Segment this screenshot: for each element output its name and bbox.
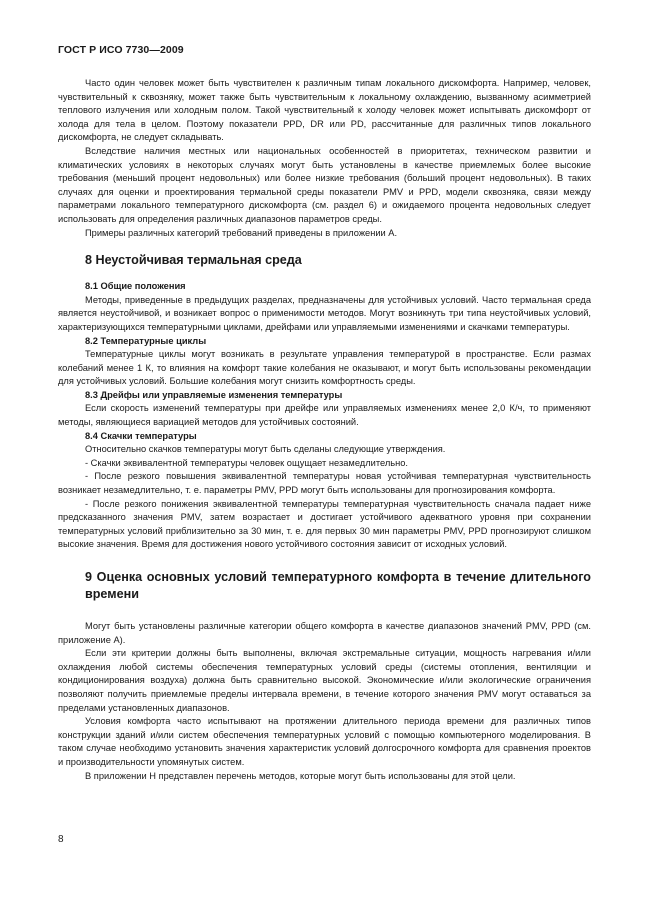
paragraph: Температурные циклы могут возникать в результате управления температурой в пространстве. Если размах колебаний менее 1 К, то влияния на комфорт такие колебания не оказывают, и могут быть использованы рекомендации для устойчивых условий. Большие колебания могут снизить комфортность среды.	[58, 349, 591, 387]
subsection-8-4-heading: 8.4 Скачки температуры	[85, 430, 197, 441]
paragraph: Примеры различных категорий требований приведены в приложении А.	[85, 227, 398, 238]
subsection-8-3-heading: 8.3 Дрейфы или управляемые изменения температуры	[85, 389, 343, 400]
list-item: - После резкого повышения эквивалентной температуры новая устойчивая температурная чувствительность возникает незамедлительно, т. е. параметры PMV, PPD могут быть использованы для прогнозирования комфорта.	[58, 471, 591, 496]
subsection-8-1-heading: 8.1 Общие положения	[85, 281, 186, 292]
list-item: - После резкого понижения эквивалентной температуры температурная чувствительность сначала падает ниже предсказанного значения PMV, затем возрастает и достигает устойчивого адекватного уровня при сохранении температурных условий приблизительно за 30 мин, т. е. для первых 30 мин параметры PMV, PPD прогнозируют слишком высокие значения. Время для достижения нового устойчивого состояния зависит от исходных условий.	[58, 498, 591, 550]
standard-header: ГОСТ Р ИСО 7730—2009	[58, 44, 184, 56]
page-number: 8	[58, 834, 64, 845]
section-8-heading: 8 Неустойчивая термальная среда	[85, 253, 302, 268]
list-item: - Скачки эквивалентной температуры человек ощущает незамедлительно.	[85, 457, 408, 468]
section-9-heading: 9 Оценка основных условий температурного комфорта в течение длительного времени	[85, 570, 591, 601]
paragraph: Часто один человек может быть чувствителен к различным типам локального дискомфорта. Например, человек, чувствительный к сквозняку, может также быть чувствительным к локальному охлаждению, вызванному асимметрией теплового излучения или холодным полом. Такой чувствительный к холоду человек может испытывать дискомфорт от холода для тела в целом. Поэтому показатели PPD, DR или PD, рассчитанные для различных типов локального дискомфорта, не следует складывать.	[58, 78, 591, 143]
paragraph: Условия комфорта часто испытывают на протяжении длительного периода времени для различных типов конструкции зданий и/или систем обеспечения температурных условий с помощью компьютерного моделирования. В таком случае необходимо установить значения характеристик условий долгосрочного комфорта для сравнения проектов и производительности упомянутых систем.	[58, 716, 591, 767]
paragraph: Могут быть установлены различные категории общего комфорта в качестве диапазонов значений PMV, PPD (см. приложение А).	[58, 621, 591, 645]
paragraph: В приложении Н представлен перечень методов, которые могут быть использованы для этой цели.	[85, 770, 516, 781]
paragraph: Если скорость изменений температуры при дрейфе или управляемых изменениях менее 2,0 К/ч, то применяют методы, являющиеся вариацией методов для устойчивых состояний.	[58, 403, 591, 428]
paragraph: Методы, приведенные в предыдущих разделах, предназначены для устойчивых условий. Часто термальная среда является неустойчивой, и возникает вопрос о применимости методов. Могут возникнуть три типа неустойчивых условий, характеризующихся температурными циклами, дрейфами или управляемыми изменениями и скачками температуры.	[58, 294, 591, 332]
document-body	[58, 77, 591, 783]
paragraph: Относительно скачков температуры могут быть сделаны следующие утверждения.	[85, 444, 446, 455]
paragraph: Если эти критерии должны быть выполнены, включая экстремальные ситуации, мощность нагревания и/или охлаждения любой системы обеспечения температурных условий среды (системы отопления, вентиляции и кондиционирования воздуха) должна быть сравнительно высокой. Экономические и/или экологические ограничения позволяют получить приемлемые пределы интервала времени, в течение которого значения PMV могут оставаться за пределами установленных диапазонов.	[58, 648, 591, 713]
paragraph: Вследствие наличия местных или национальных особенностей в приоритетах, техническом развитии и климатических условиях в некоторых случаях могут быть установлены в качестве приемлемых более высокие требования (меньший процент недовольных) или более низкие требования (больший процент недовольных). В таких случаях для оценки и проектирования термальной среды показатели PMV и PPD, модели сквозняка, связи между параметрами локального температурного дискомфорта (см. раздел 6) и ожидаемого процента недовольных следует использовать для определения различных диапазонов параметров среды.	[58, 145, 591, 224]
subsection-8-2-heading: 8.2 Температурные циклы	[85, 335, 207, 346]
